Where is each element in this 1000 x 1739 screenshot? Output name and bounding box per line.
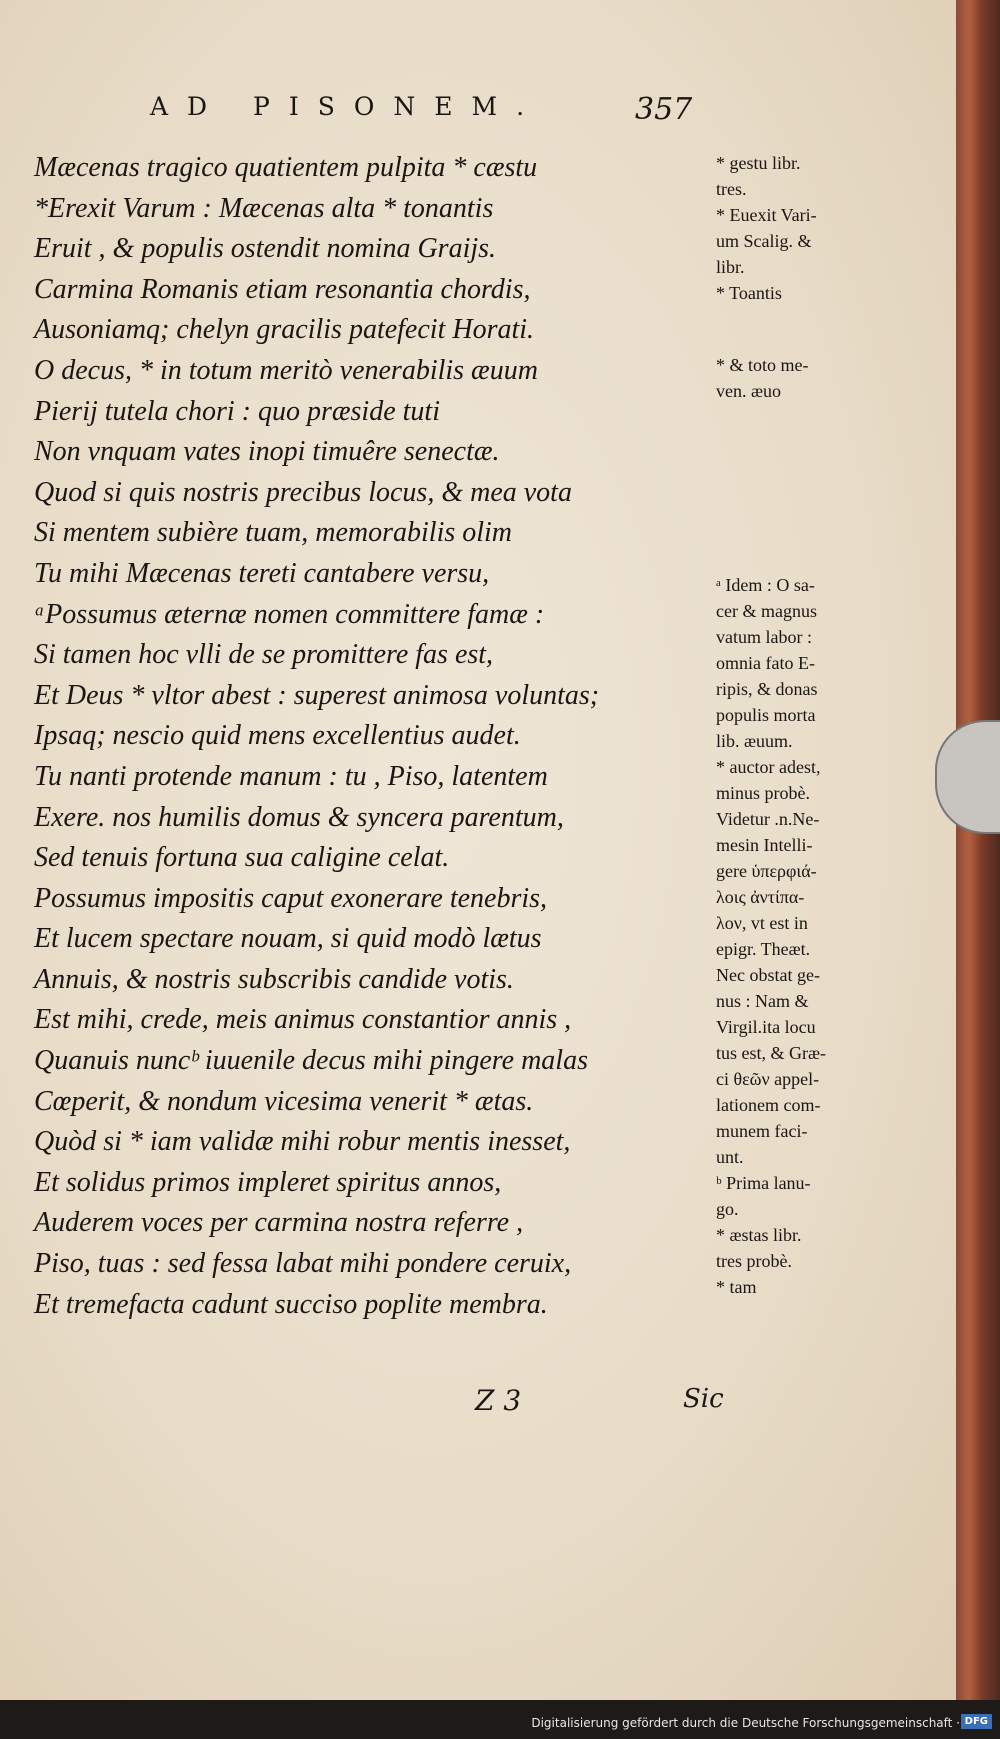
verse-line: Et tremefacta cadunt succiso poplite membra.: [34, 1288, 548, 1320]
margin-note-line: * Toantis: [716, 283, 782, 303]
verse-line: Mæcenas tragico quatientem pulpita * cæstu: [34, 152, 538, 183]
verse-line: Auderem voces per carmina nostra referre ,: [34, 1207, 524, 1239]
verse-line: Eruit , & populis ostendit nomina Graijs.: [34, 233, 497, 265]
verse-line: *Erexit Varum : Mæcenas alta * tonantis: [34, 192, 494, 224]
margin-note-line: * æstas libr.: [716, 1225, 802, 1245]
verse-text: [34, 148, 714, 1325]
verse-line: Possumus impositis caput exonerare tenebris,: [34, 882, 548, 914]
margin-notes-bottom: [716, 572, 906, 1300]
margin-note-line: vatum labor :: [716, 627, 812, 647]
margin-note-line: gere ὑπερφιά-: [716, 861, 817, 881]
margin-note-line: tres probè.: [716, 1251, 792, 1271]
running-head: AD PISONEM.: [150, 92, 544, 121]
margin-note-line: ci θεῶν appel-: [716, 1069, 820, 1089]
verse-line: Carmina Romanis etiam resonantia chordis,: [34, 273, 531, 305]
verse-line: Et solidus primos impleret spiritus annos,: [34, 1166, 502, 1198]
verse-line: Et lucem spectare nouam, si quid modò lætus: [34, 923, 542, 955]
verse-line: Tu mihi Mæcenas tereti cantabere versu,: [34, 557, 490, 589]
margin-note-line: lationem com-: [716, 1095, 821, 1115]
verse-line: Sed tenuis fortuna sua caligine celat.: [34, 842, 450, 874]
verse-line: Quod si quis nostris precibus locus, & mea vota: [34, 476, 572, 508]
margin-note-line: ripis, & donas: [716, 679, 818, 699]
verse-line: Si mentem subière tuam, memorabilis olim: [34, 517, 513, 549]
verse-line: ᵃPossumus æternæ nomen committere famæ :: [34, 598, 545, 630]
margin-note-line: ven. æuo: [716, 381, 781, 401]
verse-line: Cœperit, & nondum vicesima venerit * ætas.: [34, 1085, 534, 1117]
margin-note-line: Nec obstat ge-: [716, 965, 820, 985]
verse-line: Si tamen hoc vlli de se promittere fas est,: [34, 639, 494, 671]
margin-note-line: minus probè.: [716, 783, 810, 803]
margin-notes-top: [716, 150, 906, 306]
margin-note-line: populis morta: [716, 705, 816, 725]
verse-line: Non vnquam vates inopi timuêre senectæ.: [34, 436, 500, 468]
verse-line: Ipsaq; nescio quid mens excellentius audet.: [34, 720, 521, 752]
margin-note-line: Videtur .n.Ne-: [716, 809, 820, 829]
margin-note-line: λοις ἀντίπα-: [716, 887, 805, 907]
margin-note-line: nus : Nam &: [716, 991, 809, 1011]
verse-line: Et Deus * vltor abest : superest animosa voluntas;: [34, 679, 600, 711]
verse-line: Quòd si * iam validæ mihi robur mentis inesset,: [34, 1126, 571, 1158]
margin-note-line: munem faci-: [716, 1121, 808, 1141]
verse-line: Est mihi, crede, meis animus constantior annis ,: [34, 1004, 572, 1036]
margin-note-line: * auctor adest,: [716, 757, 821, 777]
margin-note-line: omnia fato E-: [716, 653, 815, 673]
digitization-credit: Digitalisierung gefördert durch die Deutsche Forschungsgemeinschaft ·: [531, 1716, 960, 1730]
margin-note-line: mesin Intelli-: [716, 835, 813, 855]
verse-line: Ausoniamq; chelyn gracilis patefecit Horati.: [34, 314, 535, 346]
margin-note-line: lib. æuum.: [716, 731, 793, 751]
dfg-logo: DFG: [961, 1714, 992, 1729]
catchword: Sic: [683, 1384, 724, 1414]
page-edge: [956, 0, 1000, 1700]
margin-note-line: * gestu libr.: [716, 153, 801, 173]
margin-note-line: ᵇ Prima lanu-: [716, 1173, 811, 1193]
margin-notes-middle: [716, 352, 906, 404]
margin-note-line: go.: [716, 1199, 739, 1219]
margin-note-line: ᵃ Idem : O sa-: [716, 575, 815, 595]
verse-line: Exere. nos humilis domus & syncera parentum,: [34, 801, 564, 833]
margin-note-line: cer & magnus: [716, 601, 817, 621]
margin-note-line: Virgil.ita locu: [716, 1017, 816, 1037]
margin-note-line: tus est, & Græ-: [716, 1043, 826, 1063]
verse-line: Tu nanti protende manum : tu , Piso, latentem: [34, 760, 548, 792]
verse-line: Piso, tuas : sed fessa labat mihi pondere ceruix,: [34, 1248, 572, 1280]
margin-note-line: unt.: [716, 1147, 744, 1167]
verse-line: Annuis, & nostris subscribis candide votis.: [34, 963, 514, 995]
margin-note-line: * & toto me-: [716, 355, 809, 375]
verse-line: O decus, * in totum meritò venerabilis æuum: [34, 354, 538, 386]
margin-note-line: libr.: [716, 257, 745, 277]
page-number: 357: [635, 92, 693, 127]
verse-line: Quanuis nuncᵇ iuuenile decus mihi pingere malas: [34, 1045, 588, 1077]
signature-mark: Z 3: [475, 1384, 522, 1417]
verse-line: Pierij tutela chori : quo præside tuti: [34, 395, 440, 427]
margin-note-line: tres.: [716, 179, 747, 199]
margin-note-line: epigr. Theæt.: [716, 939, 811, 959]
margin-note-line: * Euexit Vari-: [716, 205, 817, 225]
margin-note-line: um Scalig. &: [716, 231, 812, 251]
margin-note-line: * tam: [716, 1277, 757, 1297]
margin-note-line: λον, vt est in: [716, 913, 808, 933]
